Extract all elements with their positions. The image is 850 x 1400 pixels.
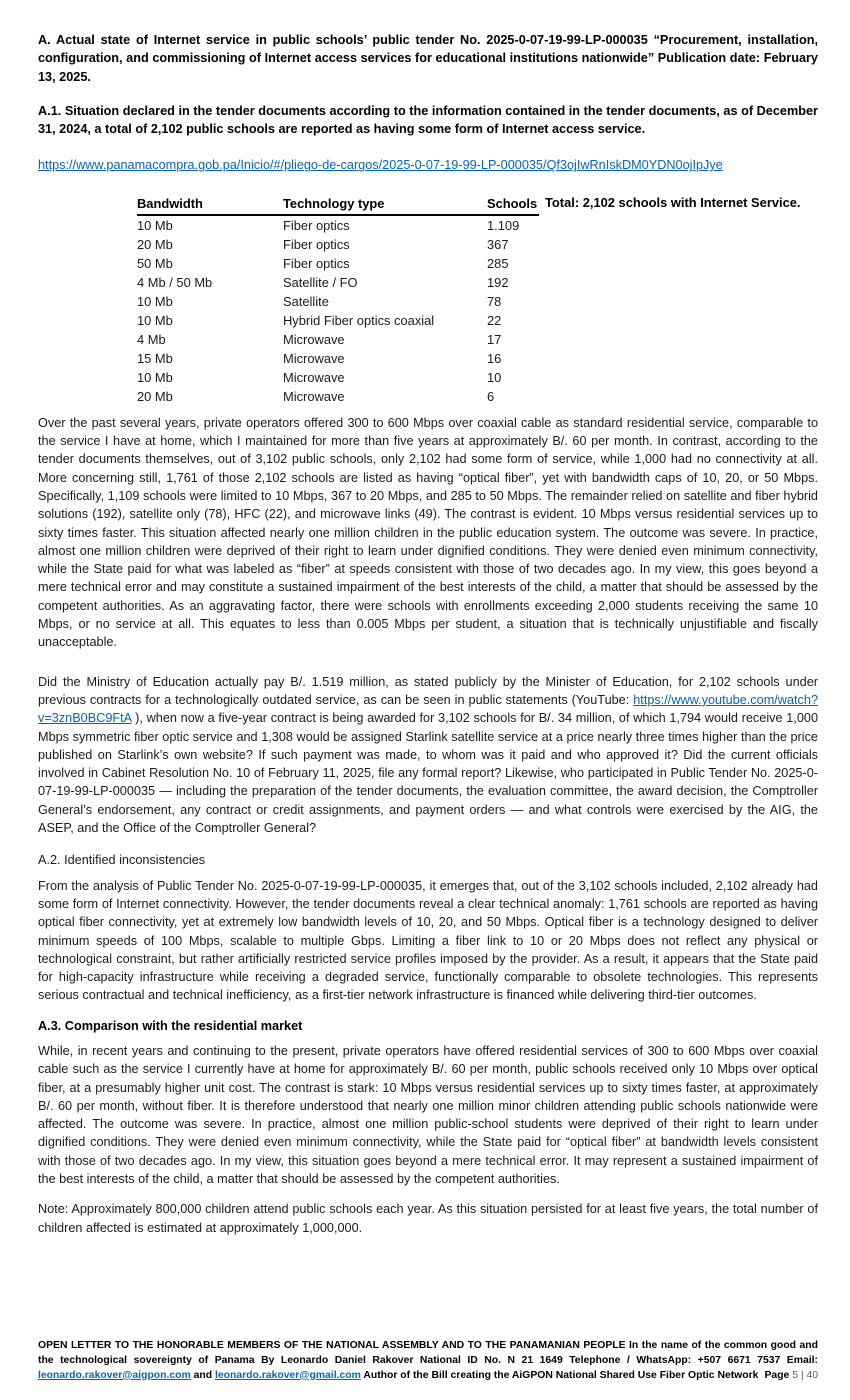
body-paragraph-1: Over the past several years, private operators offered 300 to 600 Mbps over coaxial cable as standard residential service, comparable to the service I have at home, which I maintained for more than five years at approximately B/. 60 per month. In contrast, according to the tender documents themselves, out of 3,102 public schools, only 2,102 had some form of service, while 1,000 had no connectivity at all. More concerning still, 1,761 of those 2,102 schools are listed as having “optical fiber”, yet with bandwidth caps of 10, 20, or 50 Mbps. Specifically, 1,109 schools were limited to 10 Mbps, 367 to 20 Mbps, and 285 to 50 Mbps. The remainder relied on satellite and fiber hybrid solutions (192), satellite only (78), HFC (22), and microwave links (49). The contrast is evident. 10 Mbps versus residential services up to sixty times faster. This situation affected nearly one million children in the public education system. The outcome was severe. In practice, almost one million children were deprived of their right to learn under dignified conditions. They were denied even minimum connectivity, while the State paid for what was labeled as “fiber” at speeds consistent with those of two decades ago. In my view, this goes beyond a mere technical error and may constitute a sustained impairment of the best interests of the child, a matter that should be assessed by the competent authorities. As an aggravating factor, there were schools with enrollments exceeding 2,000 students receiving the same 10 Mbps, or no service at all. This equates to less than 0.005 Mbps per student, a situation that is technically unjustifiable and fiscally unacceptable.: [38, 415, 818, 650]
table-row: [137, 330, 539, 349]
cell-schools: 22: [487, 312, 502, 328]
cell-technology: Microwave: [283, 331, 345, 347]
cell-schools: 10: [487, 369, 502, 385]
cell-bandwidth: 10 Mb: [137, 217, 173, 233]
cell-bandwidth: 20 Mb: [137, 236, 173, 252]
cell-technology: Microwave: [283, 350, 345, 366]
cell-schools: 367: [487, 236, 509, 252]
section-a3-paragraph: While, in recent years and continuing to the present, private operators have offered residential services of 300 to 600 Mbps over coaxial cable such as the service I currently have at home for approximately B/. 60 per month, public schools received only 10 Mbps over optical fiber, at a presumably higher unit cost. The contrast is stark: 10 Mbps versus residential services up to sixty times faster, at approximately B/. 60 per month, without fiber. It is therefore understood that nearly one million minor children attending public schools nationwide were affected. The outcome was severe. In practice, almost one million public-school students were deprived of their right to learn under dignified conditions. They were denied even minimum connectivity, while the State paid for “optical fiber” at bandwidth levels consistent with those of two decades ago. In my view, this situation goes beyond a mere technical error. It may represent a sustained impairment of the best interests of the child, a matter that should be assessed by the competent authorities.: [38, 1043, 818, 1187]
cell-technology: Fiber optics: [283, 255, 350, 271]
table-row: [137, 254, 539, 273]
cell-schools: 6: [487, 388, 495, 404]
section-a2-paragraph: From the analysis of Public Tender No. 2025-0-07-19-99-LP-000035, it emerges that, out of the 3,102 schools included, 2,102 already had some form of Internet connectivity. However, the tender documents reveal a clear technical anomaly: 1,761 schools are reported as having optical fiber connectivity, yet at extremely low bandwidth levels of 10, 20, and 50 Mbps. Optical fiber is a technology designed to deliver minimum speeds of 100 Mbps, scalable to multiple Gbps. Limiting a fiber link to 10 or 20 Mbps does not reflect any physical or technological constraint, but rather artificially restricted service profiles imposed by the provider. As a result, it appears that the State paid for high-capacity infrastructure while receiving a degraded service, functionally comparable to obsolete technologies. This represents serious contractual and technical inefficiency, as a first-tier network infrastructure is financed while delivering third-tier outcomes.: [38, 878, 818, 1003]
cell-schools: 192: [487, 274, 509, 290]
cell-technology: Microwave: [283, 388, 345, 404]
table-header-row: [137, 194, 539, 215]
cell-bandwidth: 50 Mb: [137, 255, 173, 271]
cell-bandwidth: 10 Mb: [137, 293, 173, 309]
bandwidth-table-section: [38, 194, 818, 406]
page-number: [758, 1369, 818, 1384]
section-a-heading: A. Actual state of Internet service in public schools’ public tender No. 2025-0-07-19-99-LP-000035 “Procurement, installation, configuration, and commissioning of Internet access services for educational institutions nationwide” Publication date: February 13, 2025.: [38, 33, 818, 84]
cell-bandwidth: 15 Mb: [137, 350, 173, 366]
table-row: [137, 387, 539, 406]
footer-text-and: and: [190, 1369, 215, 1381]
footer-text-open-letter: OPEN LETTER TO THE HONORABLE MEMBERS OF THE NATIONAL ASSEMBLY AND TO THE PANAMANIAN PEOPLE In the name of the common good and the technological sovereignty of Panama By Leonardo Daniel Rakover National ID No. N 21 1649 Telephone / WhatsApp: +507 6671 7537 Email:: [38, 1340, 818, 1366]
cell-technology: Fiber optics: [283, 236, 350, 252]
cell-schools: 16: [487, 350, 502, 366]
table-header-technology-type: Technology type: [283, 194, 487, 215]
table-row: [137, 273, 539, 292]
cell-technology: Hybrid Fiber optics coaxial: [283, 312, 435, 328]
table-row: [137, 311, 539, 330]
cell-technology: Microwave: [283, 369, 345, 385]
note-paragraph: Note: Approximately 800,000 children attend public schools each year. As this situation persisted for at least five years, the total number of children affected is estimated at approximately 1,000,000.: [38, 1202, 818, 1235]
section-a2-heading: A.2. Identified inconsistencies: [38, 853, 206, 868]
cell-technology: Satellite: [283, 293, 329, 309]
cell-schools: 285: [487, 255, 509, 271]
table-row: [137, 368, 539, 387]
cell-technology: Satellite / FO: [283, 274, 358, 290]
cell-bandwidth: 20 Mb: [137, 388, 173, 404]
bandwidth-table: [137, 194, 539, 406]
table-row: [137, 215, 539, 235]
table-header-bandwidth: Bandwidth: [137, 194, 283, 215]
cell-bandwidth: 4 Mb: [137, 331, 166, 347]
tender-link-line: [38, 156, 818, 174]
table-row: [137, 349, 539, 368]
cell-schools: 1.109: [487, 217, 520, 233]
page-footer: [38, 1339, 818, 1383]
cell-technology: Fiber optics: [283, 217, 350, 233]
cell-schools: 78: [487, 293, 502, 309]
paragraph-2-text-after: ), when now a five-year contract is being awarded for 3,102 schools for B/. 34 million, of which 1,794 would receive 1,000 Mbps symmetric fiber optic service and 1,308 would be assigned Starlink satellite service at a price nearly three times higher than the price published on Starlink’s own website? If such payment was made, to whom was it paid and who approved it? Did the current officials involved in Cabinet Resolution No. 10 of February 11, 2025, file any formal report? Likewise, who participated in Public Tender No. 2025-0-07-19-99-LP-000035 — including the preparation of the tender documents, the evaluation committee, the award decision, the Comptroller General’s endorsement, any contract or credit assignments, and payment orders — and what controls were exercised by the AIG, the ASEP, and the Office of the Comptroller General?: [38, 711, 818, 836]
section-a1-heading: A.1. Situation declared in the tender documents according to the information contained in the tender documents, as of December 31, 2024, a total of 2,102 public schools are reported as having some form of Internet access service.: [38, 103, 818, 137]
cell-bandwidth: 10 Mb: [137, 312, 173, 328]
page-number-label: Page: [764, 1369, 793, 1381]
table-header-schools: Schools: [487, 194, 539, 215]
cell-schools: 17: [487, 331, 502, 347]
footer-text-author: Author of the Bill creating the AiGPON National Shared Use Fiber Optic Network: [360, 1369, 759, 1381]
email-link-aigpon[interactable]: leonardo.rakover@aigpon.com: [38, 1369, 191, 1381]
table-row: [137, 235, 539, 254]
body-paragraph-2: [38, 673, 818, 838]
cell-bandwidth: 4 Mb / 50 Mb: [137, 274, 213, 290]
section-a3-heading: A.3. Comparison with the residential market: [38, 1018, 303, 1033]
cell-bandwidth: 10 Mb: [137, 369, 173, 385]
table-total-note: Total: 2,102 schools with Internet Service.: [545, 194, 801, 210]
paragraph-2-text-before: Did the Ministry of Education actually pay B/. 1.519 million, as stated publicly by the Minister of Education, for 2,102 schools under previous contracts for a technologically outdated service, as can be seen in public statements (YouTube:: [38, 674, 818, 707]
document-content: [38, 31, 818, 1237]
tender-link[interactable]: https://www.panamacompra.gob.pa/Inicio/#/pliego-de-cargos/2025-0-07-19-99-LP-000035/Qf3ojIwRnIskDM0YDN0ojIpJye: [38, 158, 723, 173]
table-row: [137, 292, 539, 311]
email-link-gmail[interactable]: leonardo.rakover@gmail.com: [215, 1369, 361, 1381]
page-number-value: 5 | 40: [792, 1369, 818, 1381]
youtube-link[interactable]: https://www.youtube.com/watch?v=3znB0BC9FtA: [38, 692, 818, 726]
